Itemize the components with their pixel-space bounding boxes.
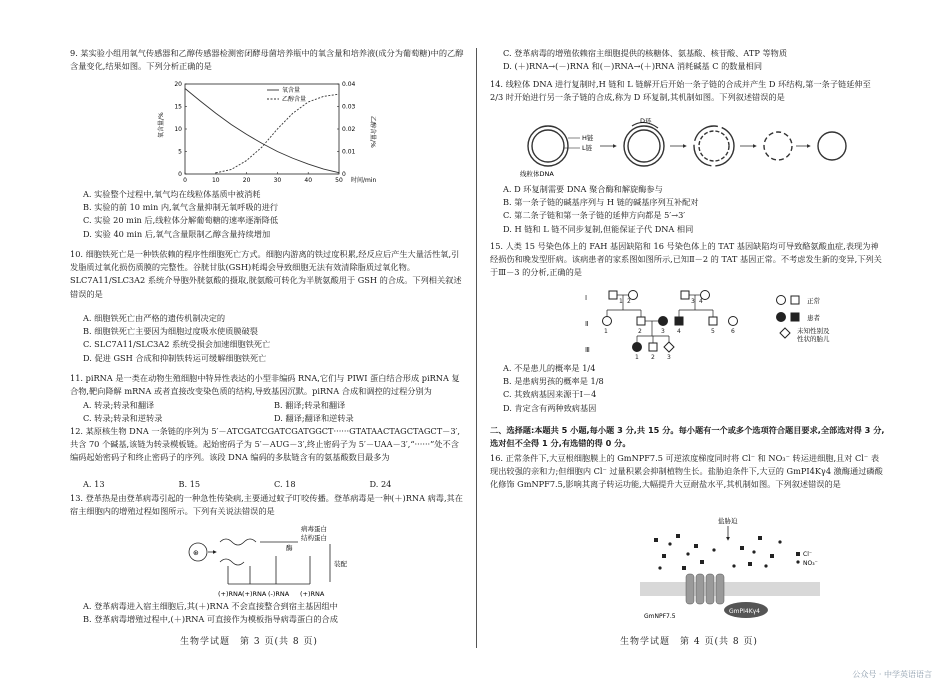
label-assembly: 装配 <box>334 560 347 568</box>
q11-option-a: A. 转录;转录和翻译 <box>83 400 155 410</box>
individual-ii6 <box>729 317 738 326</box>
num-ii1: 1 <box>604 328 608 335</box>
q14-option-c: C. 第二条子链和第一条子链的延伸方向都是 5′→3′ <box>503 210 686 221</box>
replication-circle-outer <box>694 126 734 166</box>
rna-strand-bottom <box>220 559 244 565</box>
q10-options <box>70 312 465 365</box>
label-rna-4: (+)RNA <box>300 590 325 598</box>
q15-option-d: D. 肯定含有两种致病基因 <box>503 402 597 413</box>
q12-stem: 12. 某原核生物 DNA 一条链的序列为 5′－ATCGATCGATCGATGGCT······GTATAACTAGCTAGCT－3′,共含 70 个碱基,该链为转录模板链。起始密码子为 5′－AUG－3′,终止密码子为 5′－UAA－3′,“······”处不含编码起始密码子和终止密码子的序列。该段 DNA 编码的多肽链含有的氨基酸数目最多为 <box>70 426 461 463</box>
q9-option-c: C. 实验 20 min 后,线粒体分解葡萄糖的速率逐渐降低 <box>83 215 279 226</box>
q11-option-b: B. 翻译;转录和翻译 <box>274 400 346 410</box>
series-line-oxygen <box>185 89 339 173</box>
label-rna-3: (-)RNA <box>268 590 290 598</box>
legend-cl-label: Cl⁻ <box>803 551 813 558</box>
label-transporter: GmNPF7.5 <box>644 613 676 620</box>
y-right-tick-label: 0.04 <box>342 81 356 88</box>
label-enzyme: 酶 <box>286 544 293 552</box>
individual-iii3 <box>664 342 674 352</box>
gen-label-i: Ⅰ <box>585 294 588 302</box>
num-iii2: 2 <box>651 354 655 360</box>
q10-option-b: B. 细胞铁死亡主要因为细胞过度吸水使质膜破裂 <box>83 326 258 337</box>
individual-i1 <box>609 291 617 299</box>
watermark: 公众号 · 中学英语语言 <box>852 670 932 679</box>
y-right-tick-label: 0.02 <box>342 126 356 133</box>
x-tick-label: 20 <box>242 177 251 184</box>
q13-stem: 13. 登革热是由登革病毒引起的一种急性传染病,主要通过蚊子叮咬传播。登革病毒是一种(＋)RNA 病毒,其在宿主细胞内的增殖过程如图所示。下列有关说法错误的是 <box>70 493 463 517</box>
legend-oxygen-label: 氧含量 <box>282 87 301 94</box>
q15-option-a: A. 不是患儿的概率是 1/4 <box>503 363 596 373</box>
q9-option-d: D. 实验 40 min 后,氧气含量限制乙醇含量持续增加 <box>83 228 271 239</box>
q12-option-b: B. 15 <box>178 479 201 489</box>
x-tick-label: 50 <box>335 177 343 184</box>
num-ii3: 3 <box>661 328 665 335</box>
q14-option-a: A. D 环复制需要 DNA 聚合酶和解旋酶参与 <box>503 184 663 194</box>
q10-option-c: C. SLC7A11/SLC3A2 系统受损会加速细胞铁死亡 <box>83 339 271 350</box>
x-tick-label: 40 <box>304 177 313 184</box>
y-left-axis-label: 氧含量/% <box>158 112 165 138</box>
q15-pedigree <box>585 288 875 360</box>
legend-unknown-diamond <box>780 328 790 338</box>
q11-stem: 11. piRNA 是一类在动物生殖细胞中特异性表达的小型非编码 RNA,它们与 PIWI 蛋白结合形成 piRNA 复合物,靶向降解 mRNA 或者直接改变染色质的结构,导致基因沉默。piRNA 合成和调控的过程分别为 <box>70 373 460 397</box>
label-kinase: GmPI4Kγ4 <box>729 608 761 615</box>
label-rna-1: (+)RNA <box>218 590 243 598</box>
section-2-heading: 二、选择题:本题共 5 小题,每小题 3 分,共 15 分。每小题有一个或多个选项符合题目要求,全部选对得 3 分,选对但不全得 1 分,有选错的得 0 分。 <box>490 425 885 449</box>
cell-membrane <box>640 582 820 596</box>
individual-i3 <box>681 291 689 299</box>
virus-symbol: ⊛ <box>193 549 199 557</box>
daughter-circle-1 <box>764 132 792 160</box>
q14-option-b: B. 第一条子链的碱基序列与 H 链的碱基序列互补配对 <box>503 197 699 208</box>
column-divider <box>476 48 477 648</box>
num-i4: 4 <box>699 298 703 305</box>
q13-figure <box>180 520 380 602</box>
label-virus-protein: 病毒蛋白 <box>301 525 327 533</box>
legend-normal-male <box>791 296 799 304</box>
q15-option-c: C. 其致病基因来源于Ⅰ－4 <box>503 389 597 400</box>
individual-iii1 <box>633 343 642 352</box>
q14-options <box>490 183 885 236</box>
arrow-replication <box>228 556 310 584</box>
q13-option-b: B. 登革病毒增殖过程中,(＋)RNA 可直接作为模板指导病毒蛋白的合成 <box>83 614 338 625</box>
x-tick-label: 30 <box>273 177 282 184</box>
rna-strand-top <box>220 539 256 545</box>
gen-label-ii: Ⅱ <box>585 320 589 328</box>
individual-ii5 <box>709 317 717 325</box>
q14-stem: 14. 线粒体 DNA 进行复制时,H 链和 L 链解开后开始一条子链的合成并产生 D 环结构,第一条子链延伸至 2/3 时开始进行另一条子链的合成,称为 D 环复制,其机制如图。下列叙述错误的是 <box>490 79 871 103</box>
y-right-tick-label: 0.03 <box>342 103 356 111</box>
num-ii4: 4 <box>677 328 681 335</box>
legend-cl-marker <box>796 552 800 556</box>
legend-ethanol-label: 乙醇含量 <box>282 96 307 103</box>
dloop-circle-inner <box>628 130 660 162</box>
label-salt-stress: 盐胁迫 <box>718 517 738 525</box>
right-column <box>490 0 885 688</box>
q9-option-a: A. 实验整个过程中,氧气均在线粒体基质中被消耗 <box>83 189 261 199</box>
left-column <box>70 0 465 688</box>
left-footer: 生物学试题 第 3 页(共 8 页) <box>180 637 318 647</box>
legend-normal-label: 正常 <box>807 297 820 305</box>
legend-normal-female <box>777 296 786 305</box>
legend-no3-marker <box>796 560 799 563</box>
label-rna-2: (+)RNA <box>242 590 267 598</box>
num-i1: 1 <box>619 298 623 305</box>
q10-option-d: D. 促进 GSH 合成和抑制铁转运可缓解细胞铁死亡 <box>83 352 267 363</box>
num-ii2: 2 <box>638 328 642 335</box>
q12-options <box>70 478 465 491</box>
num-iii3: 3 <box>667 354 671 360</box>
q15-options <box>490 362 885 415</box>
label-l-chain: L链 <box>582 144 593 152</box>
q11-option-c: C. 转录;转录和逆转录 <box>83 413 163 424</box>
x-tick-label: 0 <box>183 177 187 184</box>
q12-option-d: D. 24 <box>369 479 392 489</box>
q9-option-b: B. 实验的前 10 min 内,氧气含量抑制无氧呼吸的进行 <box>83 202 279 213</box>
legend-affected-female <box>777 313 786 322</box>
num-ii6: 6 <box>731 328 735 335</box>
individual-ii1 <box>603 317 612 326</box>
series-line-ethanol <box>216 94 339 173</box>
q14-option-d: D. H 链和 L 链不同步复制,但能保证子代 DNA 相同 <box>503 223 694 234</box>
legend-unknown-label-1: 未知性别及 <box>797 327 830 335</box>
mtdna-circle-inner <box>532 130 564 162</box>
y-left-tick-label: 10 <box>174 126 182 133</box>
q16-stem: 16. 正常条件下,大豆根细胞膜上的 GmNPF7.5 可逆浓度梯度同时将 Cl⁻ 和 NO₃⁻ 转运进细胞,且对 Cl⁻ 表现出较强的亲和力;但细胞内 Cl⁻ 过量积累会抑制植物生长。盐胁迫条件下,大豆的 GmPI4Kγ4 激酶通过磷酸化修饰 GmNPF7.5,影响其离子转运功能,大幅提升大豆耐盐水平,其机制如图。下列叙述错误的是 <box>490 453 883 490</box>
gen-label-iii: Ⅲ <box>585 346 590 354</box>
q9-options <box>70 188 465 241</box>
y-left-tick-label: 0 <box>178 171 182 178</box>
y-left-tick-label: 15 <box>174 103 182 111</box>
q9-chart <box>155 78 385 190</box>
num-i2: 2 <box>627 298 631 305</box>
q13-option-c: C. 登革病毒的增殖依赖宿主细胞提供的核糖体、氨基酸、核苷酸、ATP 等物质 <box>503 48 788 58</box>
q13-option-a: A. 登革病毒进入宿主细胞后,其(＋)RNA 不会直接整合到宿主基因组中 <box>83 601 338 611</box>
mtdna-circle-outer <box>528 126 568 166</box>
legend-affected-male <box>791 313 799 321</box>
individual-ii2 <box>637 317 645 325</box>
legend-unknown-label-2: 性状的胎儿 <box>797 335 830 343</box>
y-right-tick-label: 0.01 <box>342 148 356 156</box>
x-tick-label: 10 <box>211 177 220 184</box>
q13-option-d: D. (＋)RNA→(－)RNA 和(－)RNA→(＋)RNA 消耗碱基 C 的数量相同 <box>503 61 763 72</box>
q11-option-d: D. 翻译;翻译和逆转录 <box>274 413 354 424</box>
q10-stem: 10. 细胞铁死亡是一种铁依赖的程序性细胞死亡方式。细胞内游离的铁过度积累,经反应后产生大量活性氧,引发脂质过氧化损伤质膜的完整性。谷胱甘肽(GSH)耗竭会导致细胞无法有效清除脂质过氧化物。SLC7A11/SLC3A2 系统介导胞外胱氨酸的摄取,胱氨酸可转化为半胱氨酸用于 GSH 的合成。下列相关叙述错误的是 <box>70 249 462 299</box>
q10-option-a: A. 细胞铁死亡由严格的遗传机制决定的 <box>83 313 226 323</box>
label-h-chain: H链 <box>582 134 594 142</box>
q15-stem: 15. 人类 15 号染色体上的 FAH 基因缺陷和 16 号染色体上的 TAT 基因缺陷均可导致酪氨酸血症,表现为神经损伤和晚发型肝病。该病患者的家系图如图所示,已知Ⅱ－2 的 TAT 基因正常。不考虑发生新的变异,下列关于Ⅲ－3 的分析,正确的是 <box>490 241 882 278</box>
q13-options <box>70 600 465 626</box>
replication-circle-inner <box>699 131 729 161</box>
chart-frame <box>185 84 339 174</box>
q16-figure <box>630 514 830 629</box>
individual-ii4 <box>675 317 683 325</box>
y-right-axis-label: 乙醇含量/% <box>369 116 376 148</box>
label-mt-dna: 线粒体DNA <box>520 170 554 178</box>
num-i3: 3 <box>691 298 695 305</box>
y-left-tick-label: 20 <box>174 81 182 88</box>
dloop-circle-outer <box>624 126 664 166</box>
label-d-loop: D环 <box>640 118 652 125</box>
legend-no3-label: NO₃⁻ <box>803 560 818 567</box>
q9-stem: 9. 某实验小组用氧气传感器和乙醇传感器检测密闭酵母菌培养瓶中的氧含量和培养液(成分为葡萄糖)中的乙醇含量变化,结果如图。下列分析正确的是 <box>70 48 464 72</box>
individual-ii3 <box>659 317 668 326</box>
q11-options <box>70 399 465 425</box>
ion-markers <box>654 534 782 570</box>
num-iii1: 1 <box>635 354 639 360</box>
q13-continued <box>490 47 885 73</box>
q14-figure <box>520 118 860 178</box>
y-right-tick-label: 0 <box>342 171 346 178</box>
right-footer: 生物学试题 第 4 页(共 8 页) <box>620 637 758 647</box>
x-axis-label: 时间/min <box>351 177 377 184</box>
num-ii5: 5 <box>711 328 715 335</box>
individual-iii2 <box>649 343 657 351</box>
daughter-circle-2 <box>818 132 846 160</box>
label-structural-protein: 结构蛋白 <box>301 534 327 542</box>
q12-option-a: A. 13 <box>83 479 105 489</box>
q15-option-b: B. 是患病男孩的概率是 1/8 <box>503 376 604 387</box>
y-left-tick-label: 5 <box>178 148 182 156</box>
legend-affected-label: 患者 <box>807 314 820 322</box>
q12-option-c: C. 18 <box>274 479 296 489</box>
